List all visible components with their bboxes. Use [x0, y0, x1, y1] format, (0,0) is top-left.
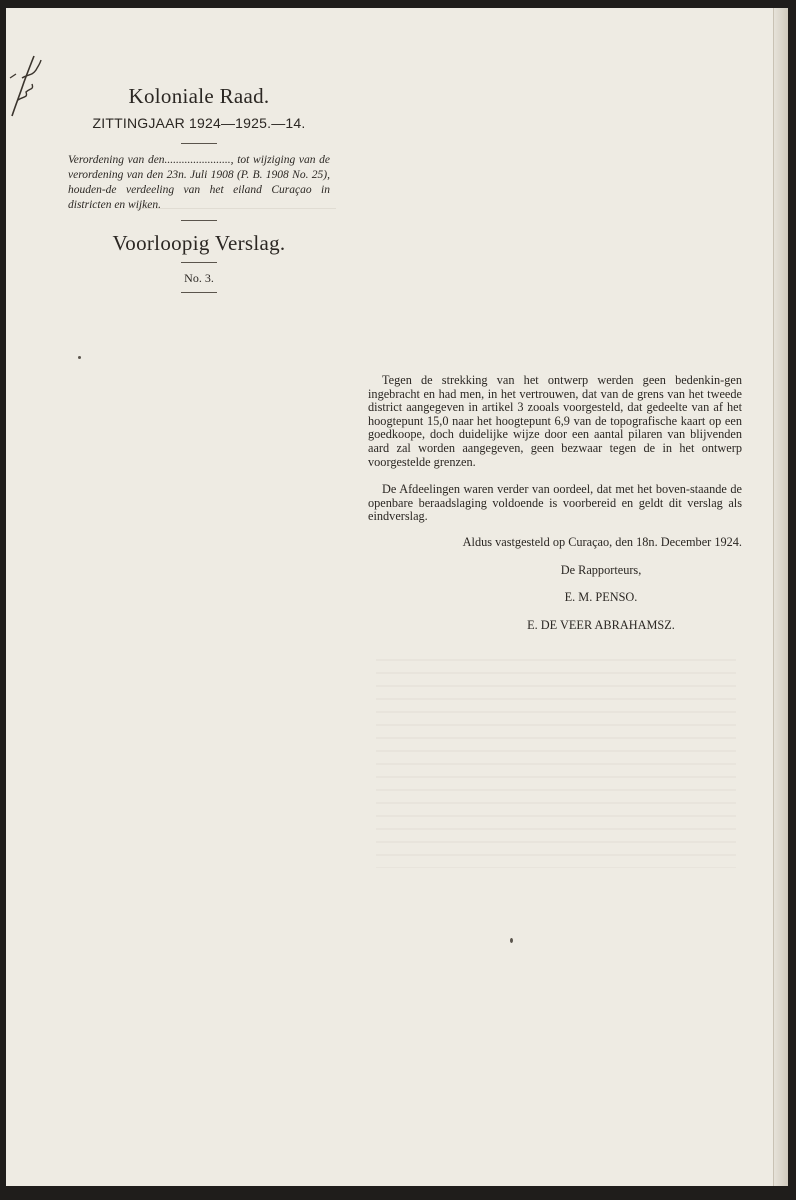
body-paragraph: Tegen de strekking van het ontwerp werden geen bedenkin-gen ingebracht en had men, in het vertrouwen, dat van de grens van het tweede district aangegeven in artikel 3 zooals voorgesteld, dat gedeelte van af het hoogtepunt 15,0 naar het hoogtepunt 6,9 van de topografische kaart op een goedkoope, doch duidelijke wijze door een aantal pilaren van blijvenden aard zal worden aangegeven, geen bezwaar tegen de in het ontwerp voorgestelde grenzen. [368, 373, 742, 469]
divider [181, 143, 217, 144]
report-number: No. 3. [184, 271, 214, 285]
page-edge [774, 8, 788, 1186]
council-title: Koloniale Raad. [128, 84, 270, 108]
ordinance-subject: Verordening van den......................., tot wijziging van de verordening van den 23n. Juli 1908 (P. B. 1908 No. 25), houden-de verdeeling van het eiland Curaçao in districten en wijken. [68, 154, 330, 211]
handwritten-margin-mark [8, 48, 44, 118]
signatories-label: De Rapporteurs, [560, 562, 642, 577]
paper-speck [510, 938, 513, 943]
signatory-name: E. M. PENSO. [564, 590, 638, 605]
paper-speck [78, 356, 81, 359]
divider [181, 220, 217, 221]
session-year: ZITTINGJAAR 1924—1925.—14. [92, 115, 306, 131]
show-through-block [376, 648, 736, 868]
adoption-date-line: Aldus vastgesteld op Curaçao, den 18n. December 1924. [462, 534, 742, 549]
left-column [68, 84, 330, 293]
report-body [368, 374, 742, 632]
body-paragraph: De Afdeelingen waren verder van oordeel, dat met het boven-staande de openbare beraadslaging voldoende is voorbereid en geldt dit verslag als eindverslag. [368, 482, 742, 524]
divider [181, 262, 217, 263]
divider [181, 292, 217, 293]
report-title: Voorloopig Verslag. [112, 231, 286, 255]
document-page [6, 8, 788, 1186]
signatory-name: E. DE VEER ABRAHAMSZ. [527, 617, 675, 632]
